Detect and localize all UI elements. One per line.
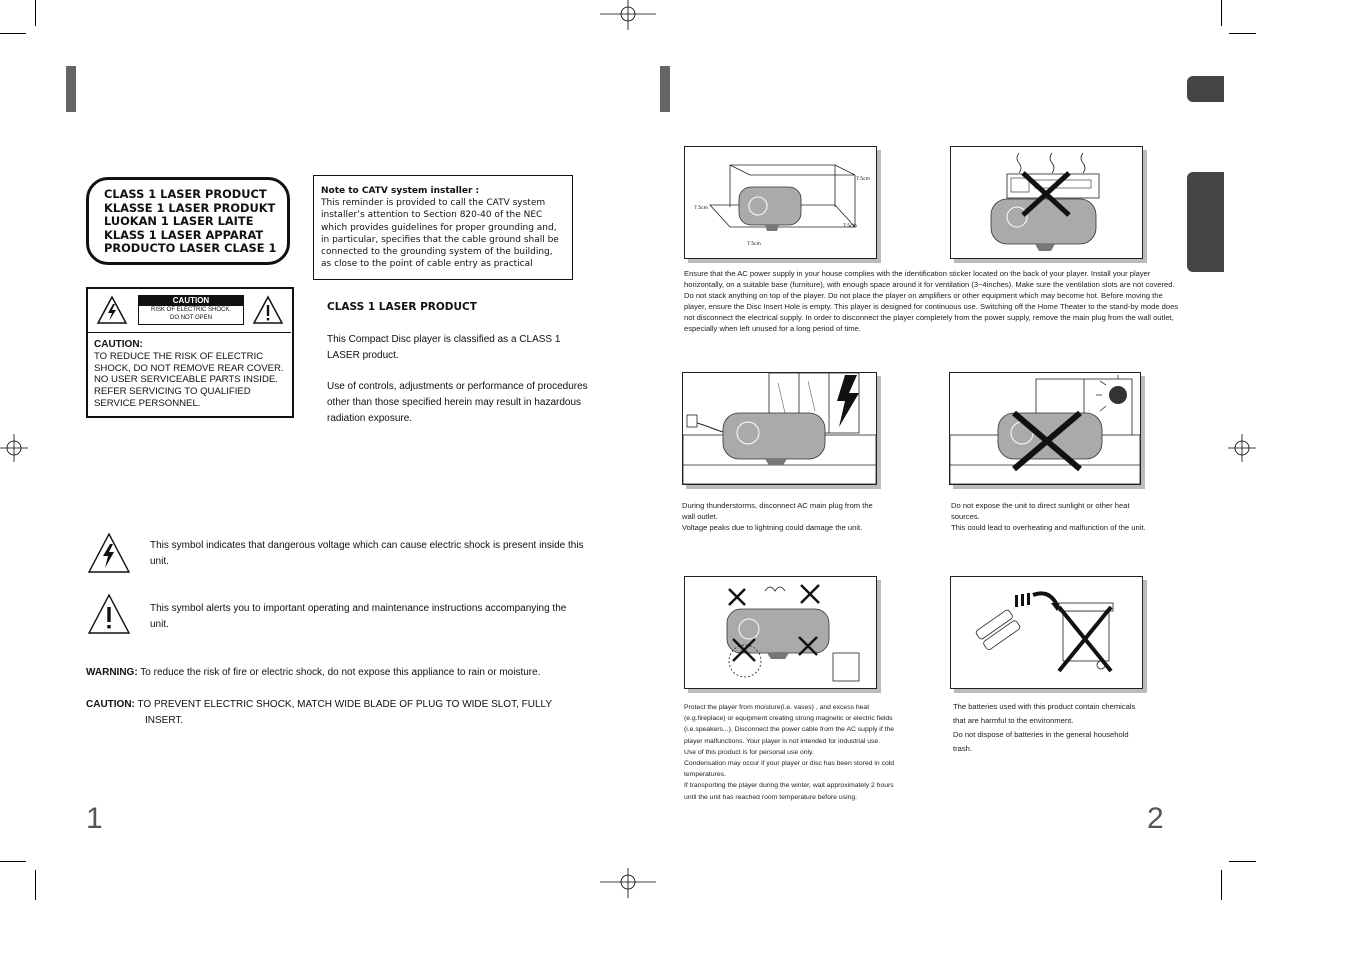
class1-para2: Use of controls, adjustments or performance of procedures other than those specified herein may result in hazardous radiation exposure.	[327, 381, 588, 424]
caution-label-line2: DO NOT OPEN	[170, 315, 212, 321]
laser-product-box	[86, 177, 290, 265]
right-heading-bar	[660, 66, 670, 112]
class1-para1: This Compact Disc player is classified as a CLASS 1 LASER product.	[327, 334, 561, 361]
battery-illustration	[950, 576, 1143, 689]
moisture-line-2: (e.g.fireplace) or equipment creating strong magnetic or electric fields	[684, 715, 893, 723]
laser-line-2: KLASSE 1 LASER PRODUKT	[104, 200, 276, 215]
registration-mark-right	[1228, 434, 1256, 462]
lightning-triangle-icon	[96, 295, 128, 325]
exclamation-symbol-icon	[87, 593, 131, 635]
caution-plug-line	[86, 697, 596, 713]
catv-note-body: This reminder is provided to call the CATV system installer’s attention to Section 820-40 of the NEC which provides guidelines for proper grounding and, in particular, specifies that the cable ground shall be connected to the grounding system of the building, as close to the point of cable entry as practical	[321, 198, 559, 270]
caution-label-line1: RISK OF ELECTRIC SHOCK.	[150, 307, 231, 313]
moisture-line-6: Condensation may occur if your player or disc has been stored in cold	[684, 760, 895, 768]
lightning-symbol-text: This symbol indicates that dangerous voltage which can cause electric shock is present inside this unit.	[150, 540, 584, 567]
caution-label-body	[94, 339, 290, 410]
moisture-line-7: temperatures.	[684, 771, 726, 779]
caution-label	[86, 287, 294, 418]
page-number-right: 2	[1147, 802, 1164, 835]
registration-mark-top	[600, 0, 656, 30]
moisture-line-8: If transporting the player during the winter, wait approximately 2 hours	[684, 782, 894, 790]
registration-mark-left	[0, 434, 28, 462]
section-tab	[1187, 172, 1224, 272]
exclamation-symbol-text: This symbol alerts you to important operating and maintenance instructions accompanying the unit.	[150, 603, 567, 630]
left-heading-bar	[66, 66, 76, 112]
lightning-symbol-icon	[87, 532, 131, 574]
laser-line-5: PRODUCTO LASER CLASE 1	[104, 241, 277, 256]
moisture-line-5: Use of this product is for personal use only.	[684, 748, 814, 756]
thunderstorm-illustration	[682, 372, 877, 485]
caution-body-text: TO REDUCE THE RISK OF ELECTRIC SHOCK, DO NOT REMOVE REAR COVER. NO USER SERVICEABLE PARTS INSIDE. REFER SERVICING TO QUALIFIED SERVICE PERSONNEL.	[94, 350, 284, 409]
ventilation-illustration	[684, 146, 877, 259]
dim-label-right: 7.5cm	[843, 224, 858, 229]
exclamation-triangle-icon	[252, 295, 284, 325]
dim-label-top: 7.5cm	[856, 177, 871, 182]
warning-text: To reduce the risk of fire or electric shock, do not expose this appliance to rain or moisture.	[140, 667, 541, 678]
sunlight-line-3: This could lead to overheating and malfunction of the unit.	[951, 523, 1146, 532]
warning-label: WARNING:	[86, 667, 138, 678]
laser-line-3: LUOKAN 1 LASER LAITE	[104, 214, 254, 229]
page-number-left: 1	[86, 802, 103, 835]
warning-line	[86, 665, 586, 681]
battery-line-4: trash.	[953, 744, 972, 753]
language-tab	[1187, 76, 1224, 102]
caution-label-top	[88, 289, 291, 333]
catv-note-title: Note to CATV system installer :	[321, 186, 480, 196]
thunder-line-2: wall outlet.	[682, 512, 718, 521]
dim-label-left: 7.5cm	[694, 206, 709, 211]
thunder-line-3: Voltage peaks due to lightning could damage the unit.	[682, 523, 863, 532]
moisture-illustration	[684, 576, 877, 689]
ventilation-text: Ensure that the AC power supply in your house complies with the identification sticker located on the back of your player. Install your player horizontally, on a suitable base (furniture), with enough space around it for ventilation (3~4inches). Make sure the ventilation slots are not covered. Do not stack anything on top of the player. Do not place the player on amplifiers or other equipment which may become hot. Before moving the player, ensure the Disc Insert Hole is empty. This player is designed for continuous use. Switching off the Home Theater to the stand-by mode does not disconnect the electrical supply. In order to disconnect the player completely from the power supply, remove the main plug from the wall outlet, especially when left unused for a long period of time.	[684, 269, 1179, 333]
laser-line-1: CLASS 1 LASER PRODUCT	[104, 187, 267, 201]
battery-line-2: that are harmful to the environment.	[953, 716, 1074, 725]
battery-line-3: Do not dispose of batteries in the general household	[953, 730, 1129, 739]
sunlight-text	[951, 500, 1181, 533]
caution-label-header: CAUTION	[139, 296, 243, 306]
stacking-illustration	[950, 146, 1143, 259]
battery-text	[953, 700, 1183, 756]
laser-line-4: KLASS 1 LASER APPARAT	[104, 227, 264, 242]
caution-plug-line1: TO PREVENT ELECTRIC SHOCK, MATCH WIDE BLADE OF PLUG TO WIDE SLOT, FULLY	[137, 699, 553, 710]
catv-note	[313, 175, 573, 280]
caution-plug-label: CAUTION:	[86, 699, 135, 710]
moisture-line-3: (i.e.speakers...). Disconnect the power cable from the AC supply if the	[684, 726, 895, 734]
caution-plug-line2: INSERT.	[145, 715, 184, 726]
sunlight-line-2: sources.	[951, 512, 980, 521]
thunder-line-1: During thunderstorms, disconnect AC main plug from the	[682, 501, 873, 510]
sunlight-line-1: Do not expose the unit to direct sunlight or other heat	[951, 501, 1130, 510]
caution-label-center	[138, 295, 244, 325]
sunlight-illustration	[949, 372, 1141, 485]
dim-label-front: 7.5cm	[747, 242, 762, 247]
registration-mark-bottom	[600, 868, 656, 898]
thunderstorm-text	[682, 500, 922, 533]
moisture-line-9: until the unit has reached room temperature before using.	[684, 793, 858, 801]
moisture-text	[684, 702, 924, 803]
moisture-line-1: Protect the player from moisture(i.e. vases) , and excess heat	[684, 704, 870, 711]
caution-body-title: CAUTION:	[94, 339, 143, 350]
moisture-line-4: player malfunctions. Your player is not intended for industrial use.	[684, 737, 881, 745]
class1-heading: CLASS 1 LASER PRODUCT	[327, 301, 477, 313]
battery-line-1: The batteries used with this product contain chemicals	[953, 702, 1136, 711]
